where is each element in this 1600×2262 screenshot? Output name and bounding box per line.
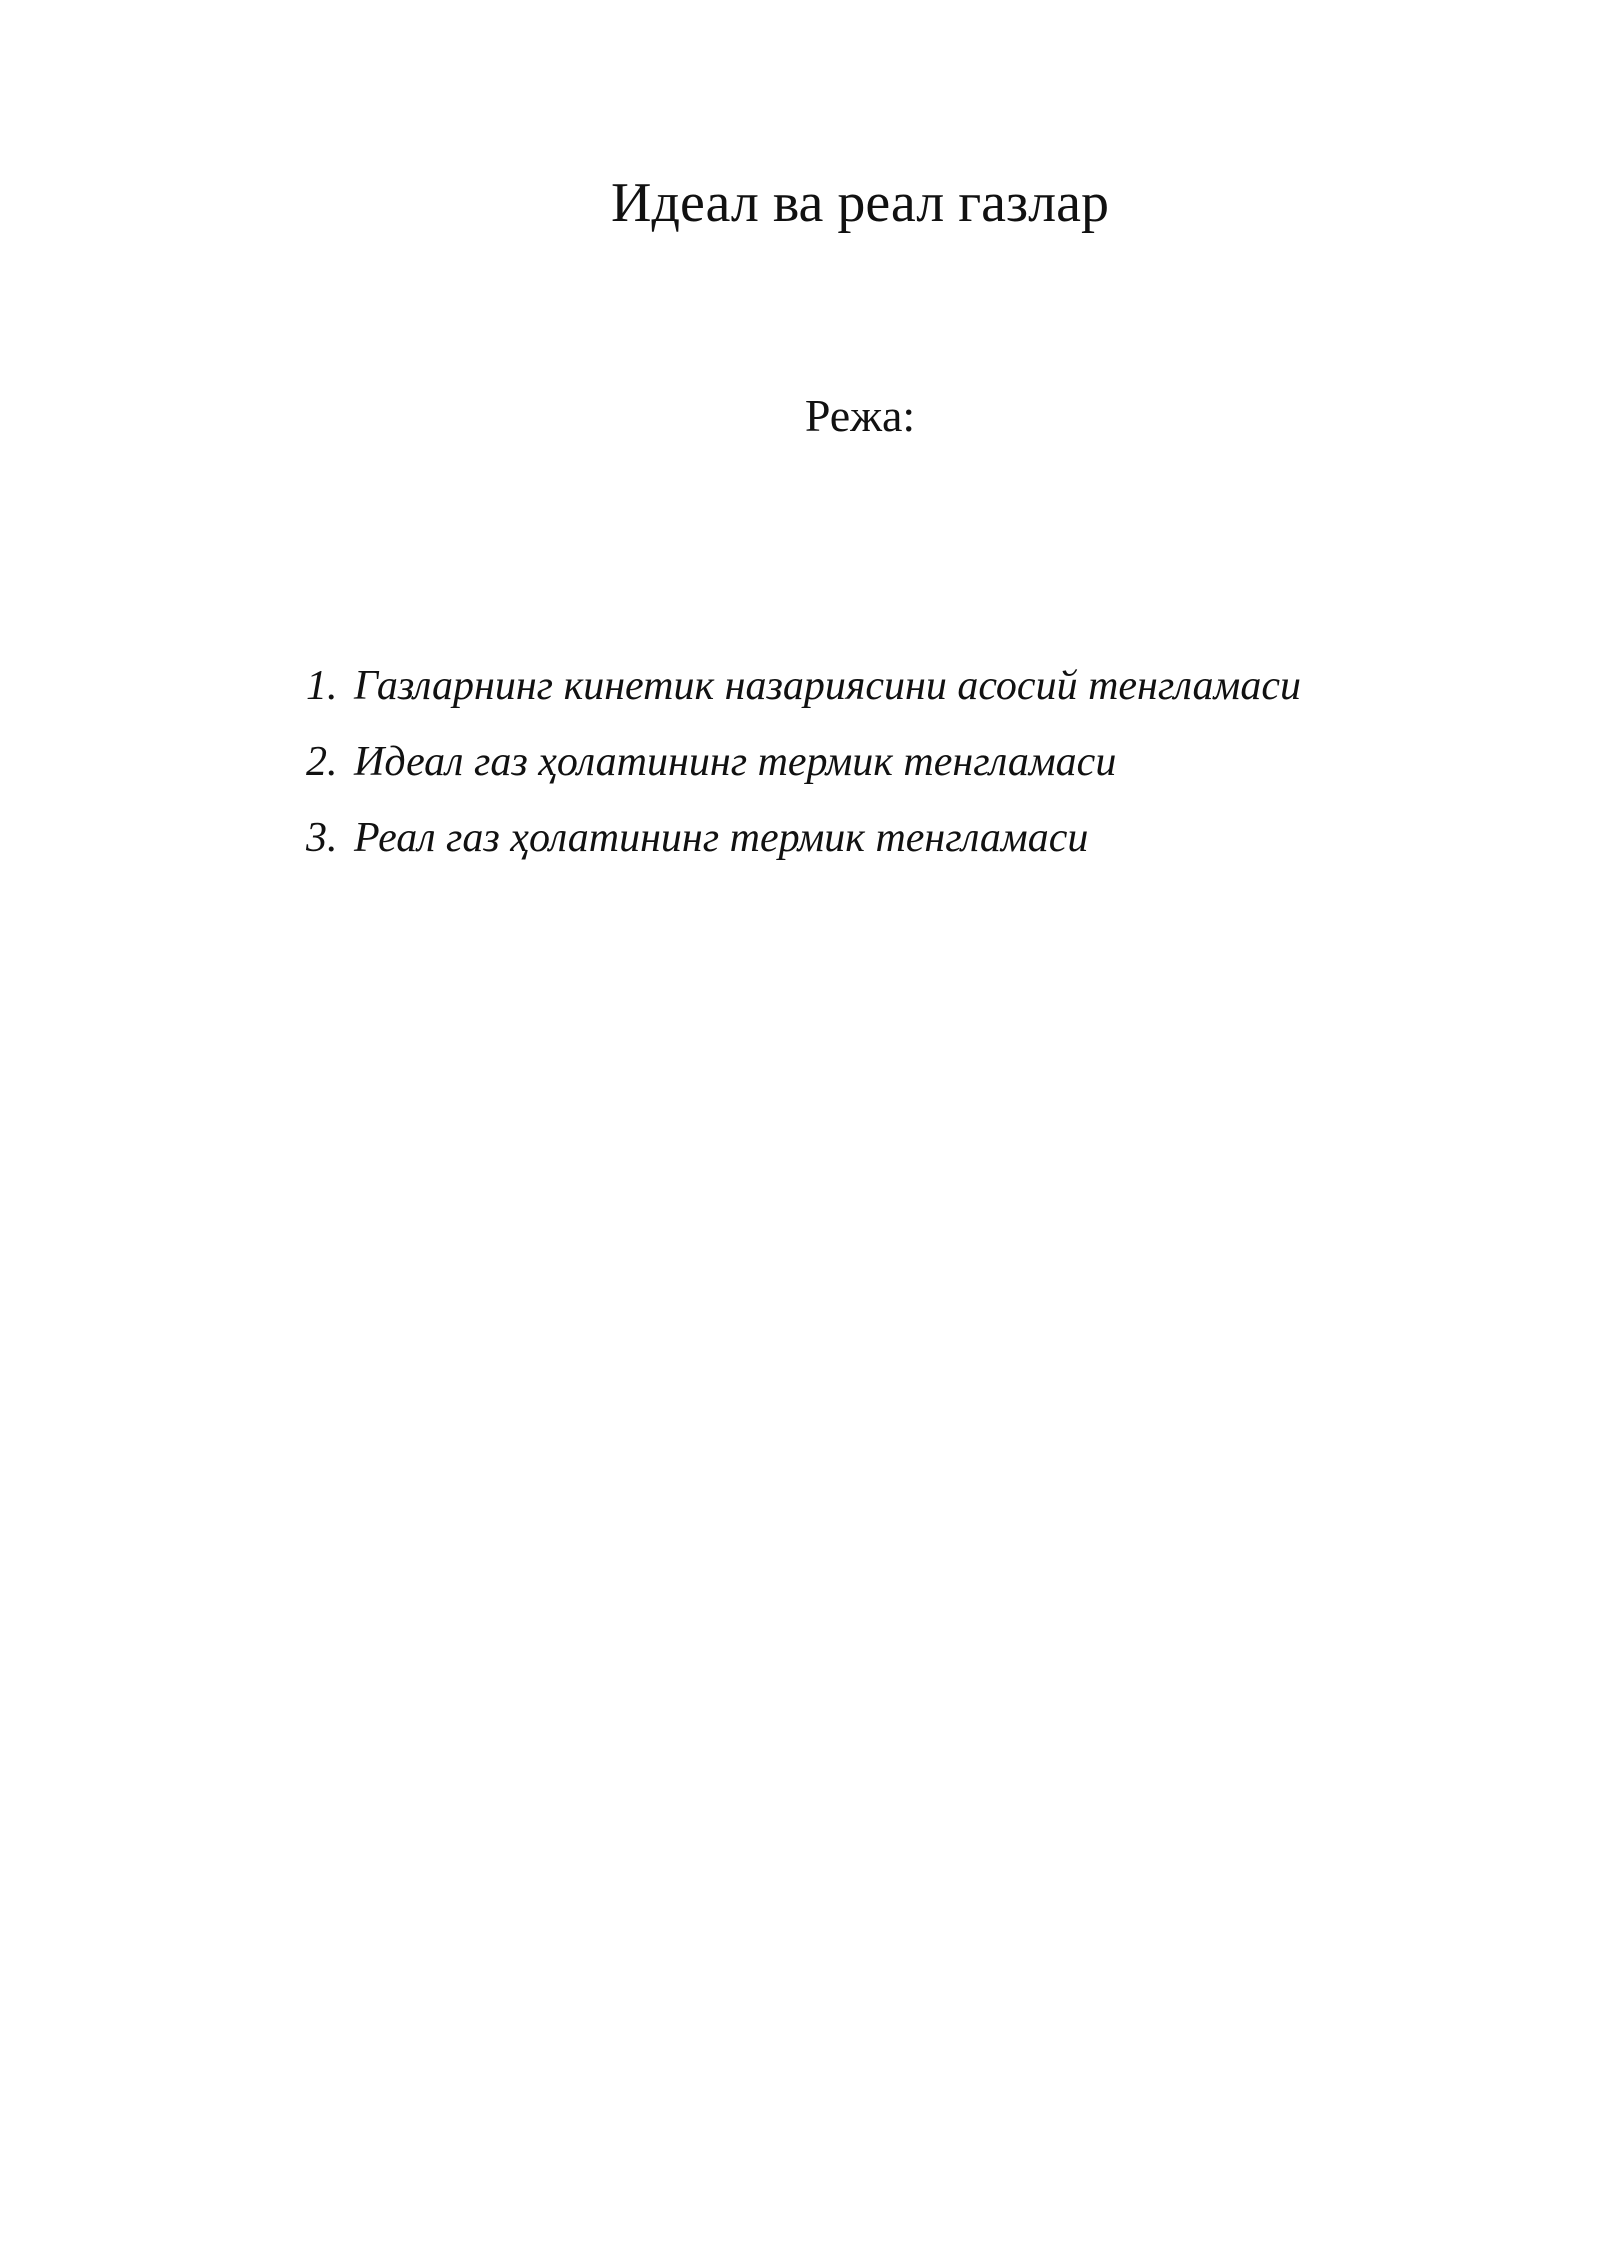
plan-item [306,660,1301,736]
plan-item-text: Идеал газ ҳолатининг термик тенгламаси [354,739,1117,785]
plan-item [306,736,1301,812]
document-title: Идеал ва реал газлар [611,172,1109,234]
plan-list [306,660,1301,888]
plan-item-number: 1. [306,663,338,709]
plan-item-number: 3. [306,815,338,861]
plan-item-number: 2. [306,739,338,785]
plan-item-text: Газларнинг кинетик назариясини асосий тенгламаси [354,663,1301,709]
plan-item [306,812,1301,888]
plan-item-text: Реал газ ҳолатининг термик тенгламаси [354,815,1089,861]
plan-heading: Режа: [804,390,916,441]
